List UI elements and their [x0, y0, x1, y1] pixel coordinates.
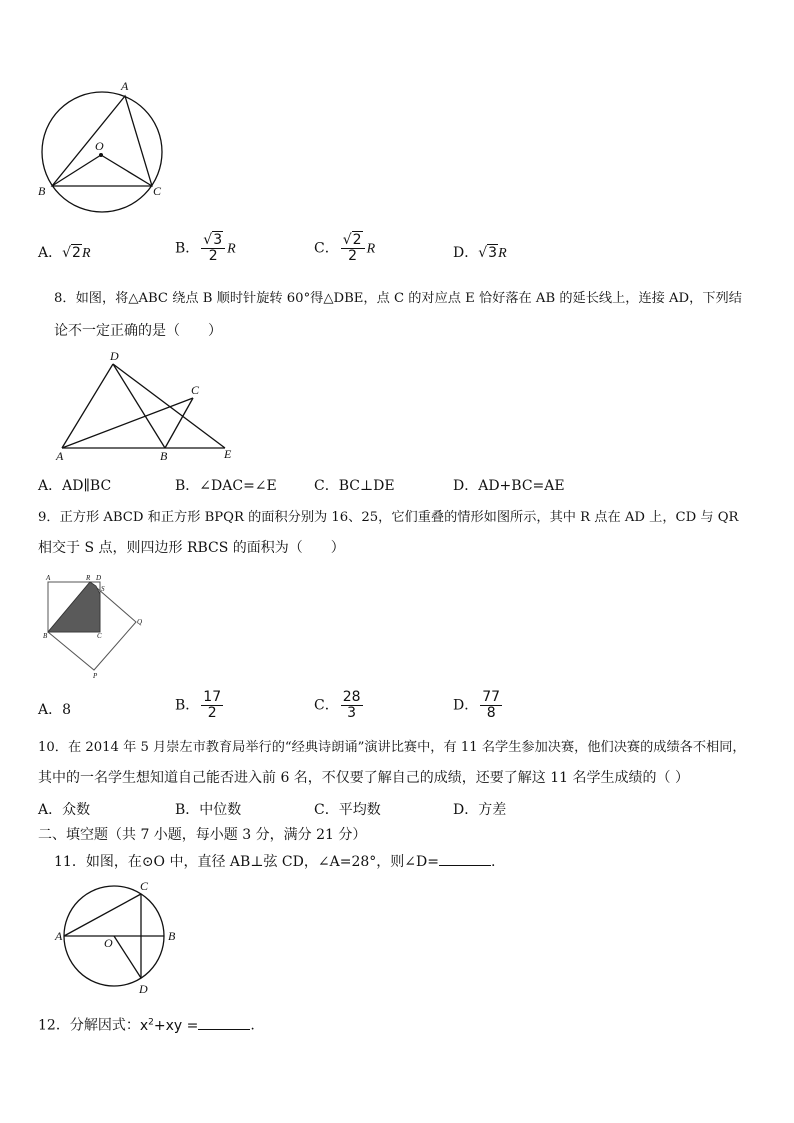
q9-question-line2: 相交于 S 点，则四边形 RBCS 的面积为（ ）: [38, 540, 345, 556]
q10-question-line2: 其中的一名学生想知道自己能否进入前 6 名，不仅要了解自己的成绩，还要了解这 11 名学生成绩的（ ）: [38, 770, 689, 786]
q9-option-d[interactable]: D． $\frac{77}{8}$: [453, 689, 501, 721]
fraction: $\frac{√3}{2}$: [201, 233, 225, 264]
q8-figure: [50, 348, 240, 463]
q10-option-d[interactable]: D．方差: [453, 802, 507, 818]
sqrt-symbol: √3: [478, 245, 498, 261]
q8-question-line1: 8．如图，将△ABC 绕点 B 顺时针旋转 60°得△DBE，点 C 的对应点 E 恰好落在 AB 的延长线上，连接 AD，下列结: [54, 291, 742, 306]
q8-line-de: [113, 364, 225, 448]
sqrt-symbol: √2: [62, 245, 81, 261]
q9-shaded-rbcs: [48, 582, 100, 632]
q12-question: 12．分解因式：$x^2+xy$ = .: [38, 1012, 255, 1036]
q11-segment-od: [114, 936, 141, 978]
q8-question-line2: 论不一定正确的是（ ）: [54, 323, 222, 339]
q8-option-d[interactable]: D．AD+BC=AE: [453, 478, 565, 494]
q8-line-ad: [62, 364, 113, 448]
q9-label-s: S: [101, 585, 105, 593]
q8-label-d: D: [110, 349, 119, 363]
q8-label-c: C: [191, 383, 200, 397]
q8-option-c[interactable]: C．BC⊥DE: [314, 478, 395, 494]
fraction: $\frac{28}{3}$: [342, 689, 361, 721]
q8-line-ac: [62, 398, 193, 448]
q8-label-b: B: [160, 449, 168, 463]
section-heading-fill-in: 二、填空题（共 7 小题，每小题 3 分，满分 21 分）: [38, 827, 367, 843]
q7-label-o: O: [95, 139, 104, 153]
q7-option-c[interactable]: C． $\frac{√2}{2}$ R: [314, 232, 376, 264]
q12-answer-blank[interactable]: [198, 1015, 250, 1030]
q11-label-d: D: [139, 982, 148, 996]
q9-label-c: C: [97, 632, 102, 640]
q9-label-d: D: [96, 574, 102, 582]
q9-label-q: Q: [137, 618, 143, 626]
q11-segment-ac: [64, 894, 141, 936]
q10-option-a[interactable]: A．众数: [38, 802, 91, 818]
q8-label-a: A: [56, 449, 64, 463]
fraction: $\frac{17}{2}$: [203, 689, 222, 721]
q10-option-b[interactable]: B．中位数: [175, 802, 242, 818]
q10-question-line1: 10．在 2014 年 5 月崇左市教育局举行的“经典诗朗诵”演讲比赛中，有 11 名学生参加决赛，他们决赛的成绩各不相同，: [38, 740, 746, 755]
q7-label-b: B: [38, 184, 46, 198]
q7-segment-ob: [52, 155, 101, 186]
q11-label-c: C: [140, 879, 149, 893]
q7-option-d[interactable]: D．√3R: [453, 245, 507, 261]
q9-label-p: P: [93, 672, 98, 680]
q9-option-a[interactable]: A．8: [38, 702, 72, 718]
q9-label-r: R: [86, 574, 91, 582]
q8-label-e: E: [224, 447, 232, 461]
q11-figure: [52, 876, 187, 998]
q7-label-a: A: [121, 79, 129, 93]
q11-answer-blank[interactable]: [439, 851, 491, 866]
q9-question-line1: 9．正方形 ABCD 和正方形 BPQR 的面积分别为 16、25，它们重叠的情形如图所示，其中 R 点在 AD 上，CD 与 QR: [38, 510, 739, 525]
q8-line-db: [113, 364, 165, 448]
q11-label-o: O: [104, 936, 113, 950]
q11-label-a: A: [55, 929, 63, 943]
q7-option-a[interactable]: A．√2R: [38, 245, 91, 261]
q9-label-b: B: [43, 632, 48, 640]
q7-option-b[interactable]: B． $\frac{√3}{2}$ R: [175, 232, 236, 264]
fraction: $\frac{77}{8}$: [482, 689, 501, 721]
q8-option-a[interactable]: A．AD∥BC: [38, 478, 112, 494]
fraction: $\frac{√2}{2}$: [341, 233, 365, 264]
q9-option-b[interactable]: B． $\frac{17}{2}$: [175, 689, 222, 721]
q9-label-a: A: [46, 574, 51, 582]
q11-question: 11．如图，在⊙O 中，直径 AB⊥弦 CD，∠A=28°，则∠D= .: [54, 851, 495, 872]
q8-option-b[interactable]: B．∠DAC=∠E: [175, 478, 277, 494]
q7-center-point: [99, 153, 103, 157]
q7-figure: [35, 78, 175, 223]
q7-label-c: C: [153, 184, 162, 198]
q9-option-c[interactable]: C． $\frac{28}{3}$: [314, 689, 361, 721]
q10-option-c[interactable]: C．平均数: [314, 802, 381, 818]
q9-figure: [38, 572, 153, 682]
q11-label-b: B: [168, 929, 176, 943]
